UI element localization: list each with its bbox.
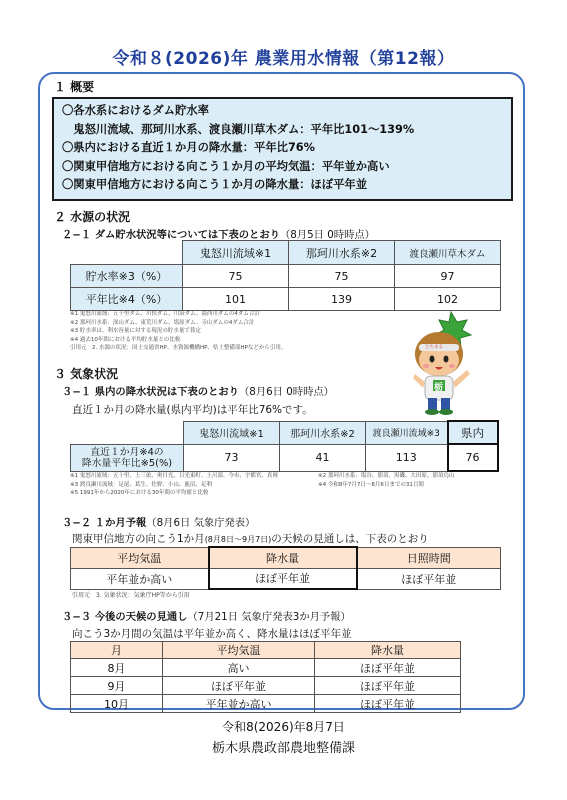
subsection-2-1-note: （8月5日 0時時点）	[279, 229, 375, 241]
table-header: 那珂川水系※2	[280, 421, 366, 444]
footnote: ※4 過去10年間における平均貯水量との比較	[70, 336, 181, 343]
section-2-heading: ２ 水源の状況	[54, 210, 131, 224]
table-cell-highlight: ほぼ平年並	[209, 568, 357, 589]
dam-notes	[70, 310, 400, 353]
footnote: ※3 渡良瀬川流域：足尾、葛生、佐野、小山、鹿沼、足利	[70, 481, 212, 488]
table-header: 渡良瀬川草木ダム	[395, 241, 501, 265]
table-corner	[71, 421, 184, 444]
row-label: 平年比※4（%）	[71, 288, 183, 311]
table-cell: 10月	[71, 695, 163, 713]
footnote: ※2 那珂川水系：塩谷、那須、黒磯、大田原、那須烏山	[318, 473, 455, 479]
footnote: ※2 那珂川水系：深山ダム、東荒川ダム、塩原ダム、寺山ダムの4ダム合計	[70, 319, 255, 326]
footnote: 引用元 2. 水源の状況：国土交通省HP、水資源機構HP、県土整備部HPなどから引用。	[70, 345, 287, 352]
row-label-line: 直近１か月※4の	[90, 446, 164, 458]
table-cell: 8月	[71, 659, 163, 677]
table-header: 降水量	[315, 642, 461, 659]
table-header-highlight: 降水量	[209, 547, 357, 568]
footnote: ※5 1991年から2020年における30年間の平均値と比較	[70, 490, 209, 497]
three-month-text: 向こう3か月間の気温は平年並か高く、降水量はほぼ平年並	[72, 628, 352, 640]
summary-line: 〇県内における直近１か月の降水量：平年比76%	[62, 141, 315, 154]
row-label	[71, 444, 184, 471]
table-cell: ほぼ平年並	[315, 677, 461, 695]
footer-org: 栃木県農政部農地整備課	[211, 741, 355, 756]
table-cell: 75	[289, 265, 395, 288]
subsection-3-2-note: （8月6日 気象庁発表）	[146, 517, 256, 529]
table-cell-highlight: 76	[448, 444, 498, 471]
footnote: ※1 鬼怒川流域：五十里ダム、川俣ダム、川治ダム、湯西川ダムの4ダム合計	[70, 311, 260, 317]
table-header: 平均気温	[71, 547, 209, 568]
forecast-text-a: 関東甲信地方の向こう1か月	[72, 533, 205, 545]
subsection-3-1	[62, 383, 334, 398]
section-1-heading: １ 概要	[54, 80, 95, 94]
table-cell: ほぼ平年並	[315, 659, 461, 677]
table-cell: 9月	[71, 677, 163, 695]
footnote: ※4 令和8年7月7日～8月6日までの31日間	[318, 481, 424, 488]
subsection-3-1-note: （8月6日 0時時点）	[238, 386, 334, 398]
table-cell: ほぼ平年並	[357, 568, 501, 589]
table-header: 平均気温	[163, 642, 315, 659]
subsection-3-2-title: ３−２ １か月予報	[62, 517, 147, 529]
table-cell: 平年並か高い	[163, 695, 315, 713]
summary-box	[52, 97, 513, 201]
monthly-forecast-table	[70, 546, 501, 590]
row-label-line: 降水量平年比※5(%)	[81, 457, 173, 469]
summary-line: 〇関東甲信地方における向こう１か月の平均気温：平年並か高い	[62, 159, 390, 173]
footnote: ※3 貯水率は、利水容量に対する現況の貯水量で算定	[70, 328, 201, 335]
table-header: 月	[71, 642, 163, 659]
table-cell: 41	[280, 444, 366, 471]
row-label: 貯水率※3（%）	[71, 265, 183, 288]
rainfall-notes-left	[70, 472, 310, 498]
table-cell: 73	[184, 444, 280, 471]
subsection-3-1-title: ３−１ 県内の降水状況は下表のとおり	[62, 386, 239, 398]
table-cell: ほぼ平年並	[163, 677, 315, 695]
table-cell: 平年並か高い	[71, 568, 209, 589]
monthly-forecast-text	[72, 531, 429, 546]
forecast-period: (8月8日～9月7日)	[204, 535, 272, 544]
forecast-source: 引用元 3. 気象状況：気象庁HP等から引用	[72, 592, 190, 599]
footer-date: 令和8(2026)年8月7日	[222, 720, 345, 734]
table-header: 日照時間	[357, 547, 501, 568]
table-header: 鬼怒川流域※1	[183, 241, 289, 265]
summary-line: 〇各水系におけるダム貯水率	[62, 104, 209, 117]
table-header-highlight: 県内	[448, 421, 498, 444]
table-corner	[71, 241, 183, 265]
subsection-2-1-title: ２−１ ダム貯水状況等については下表のとおり	[62, 229, 280, 241]
table-cell: ほぼ平年並	[315, 695, 461, 713]
table-header: 那珂川水系※2	[289, 241, 395, 265]
subsection-3-3-title: ３−３ 今後の天候の見通し	[62, 611, 188, 623]
subsection-3-3	[62, 608, 351, 623]
footnote: ※1 鬼怒川流域：五十里、上三依、奥日光、日光東町、土呂部、今市、宇都宮、真岡	[70, 473, 278, 479]
subsection-2-1	[62, 226, 375, 241]
table-header: 渡良瀬川流域※3	[366, 421, 448, 444]
mascot-badge: とちまる	[425, 345, 443, 350]
rainfall-table	[70, 420, 499, 472]
rainfall-summary: 直近１か月の降水量(県内平均)は平年比76%です。	[72, 404, 313, 416]
mascot-shirt-mark: 栃	[434, 383, 444, 393]
table-cell: 101	[183, 288, 289, 311]
mascot-illustration	[411, 308, 486, 420]
section-3-heading: ３ 気象状況	[54, 367, 119, 381]
table-cell: 97	[395, 265, 501, 288]
dam-table	[70, 240, 501, 311]
mascot-icon	[411, 308, 486, 420]
table-cell: 高い	[163, 659, 315, 677]
table-cell: 75	[183, 265, 289, 288]
table-cell: 113	[366, 444, 448, 471]
summary-line: 鬼怒川流域、那珂川水系、渡良瀬川草木ダム：平年比101～139%	[62, 122, 415, 136]
table-cell: 139	[289, 288, 395, 311]
table-header: 鬼怒川流域※1	[184, 421, 280, 444]
summary-line: 〇関東甲信地方における向こう１か月の降水量：ほぼ平年並	[62, 178, 368, 191]
three-month-table	[70, 641, 461, 713]
forecast-text-b: の天候の見通しは、下表のとおり	[271, 533, 429, 545]
rainfall-notes-right	[318, 472, 508, 489]
subsection-3-3-note: （7月21日 気象庁発表3か月予報）	[187, 611, 351, 623]
page-title: 令和８(2026)年 農業用水情報（第12報）	[112, 49, 455, 69]
table-cell: 102	[395, 288, 501, 311]
subsection-3-2	[62, 514, 255, 529]
